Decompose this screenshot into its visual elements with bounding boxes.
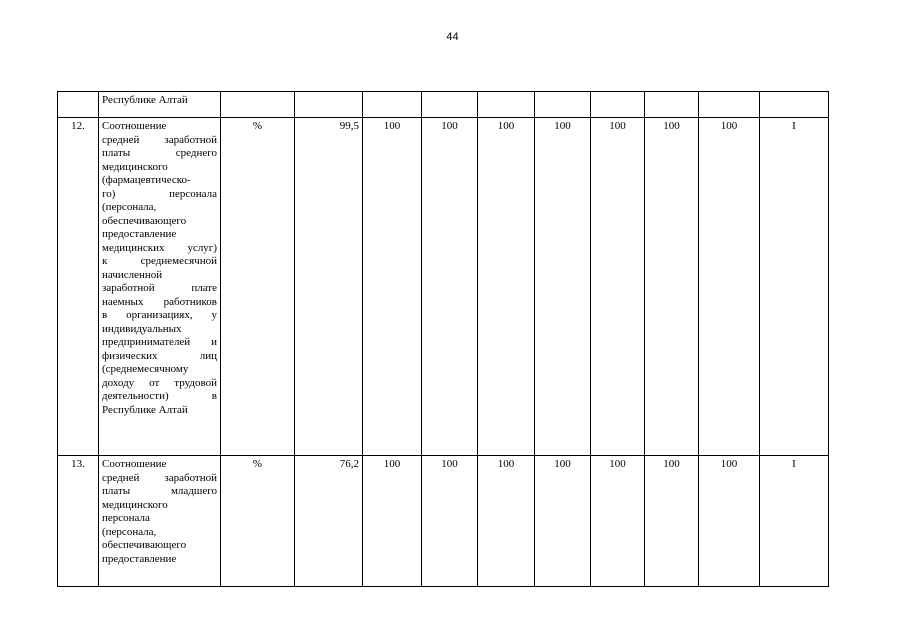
target-value-cell: 100 <box>699 456 760 587</box>
description-line: физических лиц <box>102 349 217 362</box>
indicator-type-cell <box>760 92 829 118</box>
target-value-cell: 100 <box>422 456 478 587</box>
target-value-cell: 100 <box>699 118 760 456</box>
table-body <box>58 92 829 587</box>
description-line: обеспечивающего <box>102 214 187 227</box>
description-line: индивидуальных <box>102 322 182 335</box>
indicator-description-cell <box>99 92 221 118</box>
target-value-cell: 100 <box>591 118 645 456</box>
target-value-cell: 100 <box>363 118 422 456</box>
description-line: обеспечивающего <box>102 539 187 551</box>
description-line: Соотношение <box>102 120 167 132</box>
row-number-cell: 12. <box>58 118 99 456</box>
description-line: доходу от трудовой <box>102 376 217 389</box>
base-value-cell <box>295 92 363 118</box>
indicators-table <box>57 91 829 587</box>
description-line: заработной плате <box>102 282 217 294</box>
description-line: наемных работников <box>102 295 217 308</box>
description-line: (фармацевтическо- <box>102 174 191 186</box>
description-line: к среднемесячной <box>102 255 217 267</box>
description-line: Соотношение <box>102 458 167 470</box>
description-line: в организациях, у <box>102 309 217 321</box>
indicator-description-cell <box>99 118 221 456</box>
description-line: деятельности) в <box>102 390 217 402</box>
base-value-cell: 99,5 <box>295 118 363 456</box>
target-value-cell <box>478 92 535 118</box>
target-value-cell: 100 <box>645 456 699 587</box>
description-line: персонала <box>102 512 150 524</box>
description-line: средней заработной <box>102 133 217 146</box>
description-line: медицинского <box>102 160 168 173</box>
unit-cell <box>221 92 295 118</box>
table-row <box>58 118 829 456</box>
description-line: платы среднего <box>102 147 217 159</box>
description-line: предоставление <box>102 228 177 240</box>
target-value-cell <box>645 92 699 118</box>
indicator-type-cell: I <box>760 118 829 456</box>
target-value-cell <box>699 92 760 118</box>
description-line: (персонала, <box>102 525 157 538</box>
target-value-cell: 100 <box>478 456 535 587</box>
base-value-cell: 76,2 <box>295 456 363 587</box>
target-value-cell <box>422 92 478 118</box>
row-number-cell: 13. <box>58 456 99 587</box>
description-line: начисленной <box>102 268 163 281</box>
description-line: предпринимателей и <box>102 336 217 348</box>
description-line: (персонала, <box>102 201 157 213</box>
description-line: медицинского <box>102 498 168 511</box>
description-line: средней заработной <box>102 471 217 484</box>
unit-cell: % <box>221 118 295 456</box>
indicator-description-cell <box>99 456 221 587</box>
target-value-cell: 100 <box>478 118 535 456</box>
target-value-cell: 100 <box>363 456 422 587</box>
description-line: платы младшего <box>102 485 217 497</box>
description-line: Республике Алтай <box>102 403 188 416</box>
target-value-cell: 100 <box>591 456 645 587</box>
target-value-cell <box>591 92 645 118</box>
description-line: го) персонала <box>102 187 217 200</box>
target-value-cell: 100 <box>645 118 699 456</box>
target-value-cell <box>535 92 591 118</box>
target-value-cell: 100 <box>422 118 478 456</box>
target-value-cell <box>363 92 422 118</box>
description-line: Республике Алтай <box>102 94 188 106</box>
description-line: (среднемесячному <box>102 363 189 375</box>
indicator-type-cell: I <box>760 456 829 587</box>
row-number-cell <box>58 92 99 118</box>
table-row <box>58 92 829 118</box>
description-line: медицинских услуг) <box>102 241 217 254</box>
page-number: 44 <box>446 31 459 43</box>
description-line: предоставление <box>102 552 177 565</box>
table-row <box>58 456 829 587</box>
unit-cell: % <box>221 456 295 587</box>
target-value-cell: 100 <box>535 118 591 456</box>
target-value-cell: 100 <box>535 456 591 587</box>
